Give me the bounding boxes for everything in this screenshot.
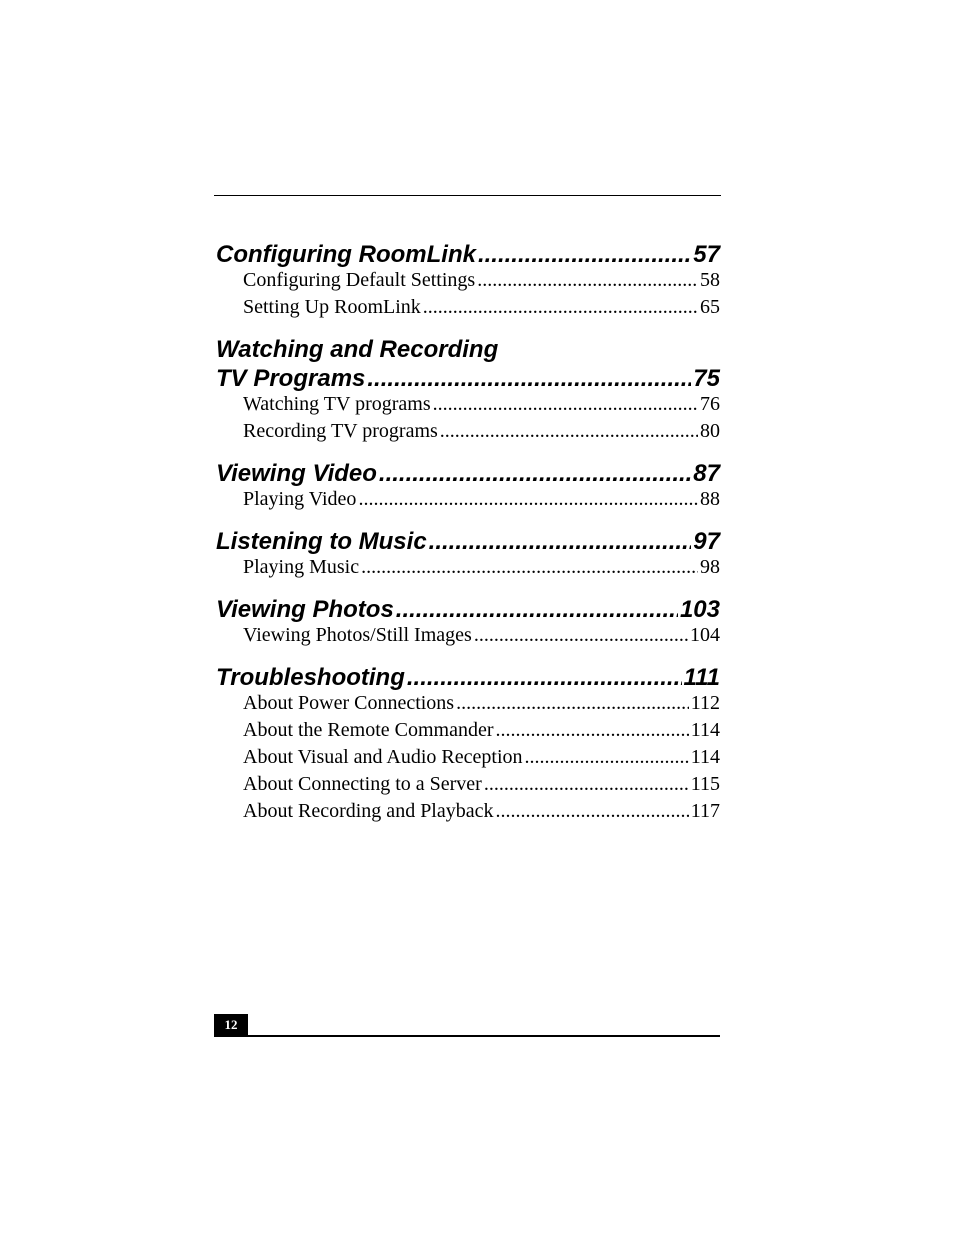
dot-leader — [440, 418, 698, 445]
section-page-number: 111 — [683, 664, 720, 691]
dot-leader — [456, 690, 689, 717]
dot-leader — [525, 744, 689, 771]
entry-page-number: 117 — [690, 800, 720, 822]
toc-section-viewing-video — [216, 459, 720, 513]
table-of-contents — [216, 240, 720, 839]
entry-page-number: 104 — [690, 624, 720, 646]
entry-title: Recording TV programs — [243, 420, 438, 442]
entry-page-number: 65 — [700, 296, 720, 318]
entry-page-number: 112 — [690, 692, 720, 714]
dot-leader — [407, 663, 682, 692]
section-title: Listening to Music — [216, 528, 427, 555]
entry-page-number: 114 — [690, 746, 720, 768]
dot-leader — [429, 527, 692, 556]
toc-entry[interactable] — [243, 486, 720, 513]
section-heading[interactable] — [216, 364, 720, 393]
entry-page-number: 98 — [700, 556, 720, 578]
toc-section-configuring-roomlink — [216, 240, 720, 321]
entry-title: Playing Music — [243, 556, 360, 578]
dot-leader — [379, 459, 691, 488]
entry-page-number: 115 — [690, 773, 720, 795]
dot-leader — [423, 294, 698, 321]
toc-section-viewing-photos — [216, 595, 720, 649]
entry-title: Playing Video — [243, 488, 357, 510]
section-page-number: 57 — [693, 241, 720, 268]
toc-entry[interactable] — [243, 294, 720, 321]
entry-page-number: 114 — [690, 719, 720, 741]
toc-entry[interactable] — [243, 267, 720, 294]
entry-page-number: 76 — [700, 393, 720, 415]
dot-leader — [474, 622, 688, 649]
dot-leader — [484, 771, 689, 798]
toc-entry[interactable] — [243, 554, 720, 581]
dot-leader — [367, 364, 691, 393]
dot-leader — [477, 267, 698, 294]
toc-section-troubleshooting — [216, 663, 720, 825]
dot-leader — [433, 391, 698, 418]
section-page-number: 87 — [693, 460, 720, 487]
toc-entry[interactable] — [243, 798, 720, 825]
toc-entry[interactable] — [243, 391, 720, 418]
toc-entry[interactable] — [243, 418, 720, 445]
section-title: Troubleshooting — [216, 664, 405, 691]
section-page-number: 75 — [693, 365, 720, 392]
entry-title: About Power Connections — [243, 692, 455, 714]
dot-leader — [496, 717, 689, 744]
entry-title: Configuring Default Settings — [243, 269, 476, 291]
toc-entry[interactable] — [243, 622, 720, 649]
footer-rule — [214, 1035, 720, 1037]
section-heading[interactable] — [216, 240, 720, 269]
section-title-first-line[interactable]: Watching and Recording — [216, 336, 499, 363]
section-heading[interactable] — [216, 527, 720, 556]
entry-page-number: 88 — [700, 488, 720, 510]
dot-leader — [361, 554, 698, 581]
section-title: Viewing Video — [216, 460, 377, 487]
header-rule — [214, 195, 721, 196]
dot-leader — [396, 595, 678, 624]
toc-section-listening-music — [216, 527, 720, 581]
section-heading[interactable] — [216, 595, 720, 624]
section-page-number: 103 — [679, 596, 720, 623]
entry-title: About Visual and Audio Reception — [243, 746, 523, 768]
toc-entry[interactable] — [243, 771, 720, 798]
dot-leader — [358, 486, 698, 513]
section-heading[interactable] — [216, 459, 720, 488]
page-number-badge: 12 — [214, 1014, 248, 1036]
entry-title: Viewing Photos/Still Images — [243, 624, 472, 646]
dot-leader — [478, 240, 691, 269]
entry-page-number: 58 — [700, 269, 720, 291]
section-title: Configuring RoomLink — [216, 241, 476, 268]
toc-entry[interactable] — [243, 744, 720, 771]
entry-title: Watching TV programs — [243, 393, 431, 415]
dot-leader — [496, 798, 689, 825]
section-page-number: 97 — [693, 528, 720, 555]
entry-title: About the Remote Commander — [243, 719, 494, 741]
toc-entry[interactable] — [243, 690, 720, 717]
section-title: Viewing Photos — [216, 596, 394, 623]
toc-section-watching-recording — [216, 335, 720, 445]
entry-title: About Connecting to a Server — [243, 773, 482, 795]
section-heading[interactable] — [216, 663, 720, 692]
entry-page-number: 80 — [700, 420, 720, 442]
entry-title: Setting Up RoomLink — [243, 296, 421, 318]
section-title: TV Programs — [216, 365, 366, 392]
entry-title: About Recording and Playback — [243, 800, 494, 822]
toc-entry[interactable] — [243, 717, 720, 744]
